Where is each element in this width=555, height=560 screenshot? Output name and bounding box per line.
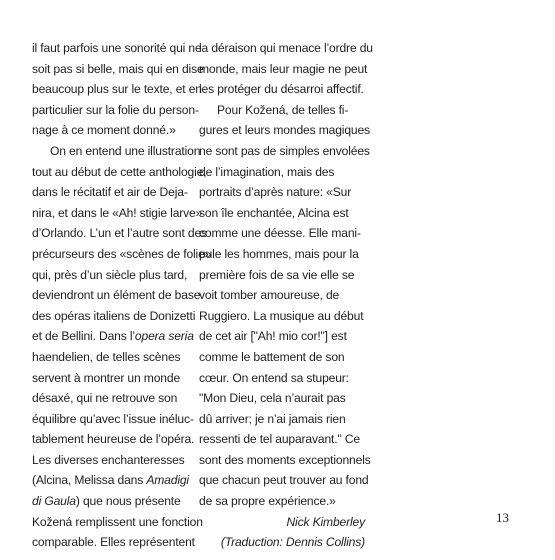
text-run: nira, et dans le «Ah! stigie larve» [32, 205, 203, 220]
text-line [32, 368, 194, 389]
text-line [32, 429, 194, 450]
text-run: tablement heureuse de l’opéra. [32, 432, 195, 447]
text-run: voit tomber amoureuse, de [199, 288, 340, 303]
text-run: (Alcina, Melissa dans [32, 473, 147, 488]
text-run: "Mon Dieu, cela n’aurait pas [199, 391, 346, 406]
text-line [32, 409, 194, 430]
text-line [199, 388, 365, 409]
text-line [32, 162, 207, 183]
text-line [32, 470, 194, 491]
text-line [32, 244, 212, 265]
text-line [32, 100, 199, 121]
text-line [199, 368, 365, 389]
text-line [199, 491, 365, 512]
text-run: gures et leurs mondes magiques [199, 123, 370, 138]
text-run: ressenti de tel auparavant." Ce [199, 432, 360, 447]
text-run: la déraison qui menace l’ordre du [199, 41, 373, 55]
text-line [199, 38, 373, 59]
text-line [199, 79, 365, 100]
text-line [199, 265, 365, 286]
text-run: Nick Kimberley [286, 514, 365, 529]
text-line [199, 409, 365, 430]
text-run: comparable. Elles représentent [32, 535, 195, 550]
text-run: pule les hommes, mais pour la [199, 246, 359, 261]
text-line [199, 244, 365, 265]
text-run: de l’imagination, mais des [199, 164, 335, 179]
text-line [32, 450, 194, 471]
text-line [32, 141, 201, 162]
text-line [199, 59, 368, 80]
text-run: ) que nous présente [75, 494, 181, 509]
text-run: que chacun peut trouver au fond [199, 473, 369, 488]
text-line [32, 285, 201, 306]
text-line [199, 285, 365, 306]
italic-title: opera seria [134, 329, 194, 344]
text-run: portraits d’après nature: «Sur [199, 185, 352, 200]
text-line [32, 59, 204, 80]
text-run: deviendront un élément de base [32, 288, 201, 303]
text-line [199, 203, 365, 224]
text-run: de cet air ["Ah! mio cor!"] est [199, 329, 347, 344]
text-run: Les diverses enchanteresses [32, 452, 185, 467]
text-line [199, 326, 365, 347]
text-line [199, 347, 365, 368]
text-run: son île enchantée, Alcina est [199, 205, 349, 220]
text-line [32, 347, 194, 368]
text-run: tout au début de cette anthologie, [32, 164, 207, 179]
text-run: les protéger du désarroi affectif. [199, 82, 364, 97]
text-line [199, 182, 365, 203]
text-run: précurseurs des «scènes de folie» [32, 246, 212, 261]
text-line [32, 79, 202, 100]
italic-title: di Gaula [32, 494, 76, 509]
text-line [199, 162, 365, 183]
text-run: dans le récitatif et air de Deja- [32, 185, 188, 200]
text-run: comme une déesse. Elle mani- [199, 226, 361, 241]
text-run: nage à ce moment donné.» [32, 123, 176, 138]
text-line [199, 306, 365, 327]
page-number: 13 [496, 510, 509, 525]
text-line [199, 141, 370, 162]
text-line [199, 100, 365, 121]
text-line [199, 429, 365, 450]
text-line [199, 223, 365, 244]
text-run: il faut parfois une sonorité qui ne [32, 41, 202, 55]
text-run: beaucoup plus sur le texte, et en [32, 82, 202, 97]
text-run: Kožená remplissent une fonction [32, 514, 203, 529]
text-run: servent à montrer un monde [32, 370, 181, 385]
text-run: et de Bellini. Dans l’ [32, 329, 135, 344]
text-line [32, 203, 203, 224]
text-run: cœur. On entend sa stupeur: [199, 370, 349, 385]
text-line [32, 265, 194, 286]
text-line [32, 532, 194, 553]
text-line [199, 120, 370, 141]
text-line [199, 470, 369, 491]
text-run: première fois de sa vie elle se [199, 267, 355, 282]
text-column-left [32, 38, 212, 553]
text-run: dû arriver; je n’ai jamais rien [199, 411, 346, 426]
text-line [32, 120, 194, 141]
text-line [32, 182, 194, 203]
text-line [32, 306, 194, 327]
signature-line [199, 532, 365, 553]
signature-line [199, 512, 365, 533]
text-run: particulier sur la folie du person- [32, 102, 199, 117]
text-line [199, 450, 371, 471]
text-run: haendelien, de telles scènes [32, 349, 181, 364]
text-run: (Traduction: Dennis Collins) [220, 535, 365, 550]
text-line [32, 223, 207, 244]
text-run: qui, près d’un siècle plus tard, [32, 267, 188, 282]
text-line [32, 388, 194, 409]
text-run: comme le battement de son [199, 349, 345, 364]
text-run: de sa propre expérience.» [199, 494, 336, 509]
italic-title: Amadigi [146, 473, 189, 488]
text-run: sont des moments exceptionnels [199, 452, 371, 467]
text-run: monde, mais leur magie ne peut [199, 61, 368, 76]
text-run: soit pas si belle, mais qui en dise [32, 61, 204, 76]
text-run: Ruggiero. La musique au début [199, 308, 364, 323]
text-run: des opéras italiens de Donizetti [32, 308, 196, 323]
text-run: d’Orlando. L’un et l’autre sont des [32, 226, 207, 241]
text-run: Pour Kožená, de telles fi- [217, 102, 349, 117]
text-column-right [199, 38, 373, 553]
text-line [32, 38, 202, 59]
text-run: désaxé, qui ne retrouve son [32, 391, 178, 406]
text-line [32, 326, 194, 347]
text-line [32, 512, 203, 533]
text-run: équilibre qu’avec l’issue inéluc- [32, 411, 194, 426]
text-line [32, 491, 194, 512]
text-run: On en entend une illustration [50, 143, 201, 158]
text-run: ne sont pas de simples envolées [199, 143, 370, 158]
